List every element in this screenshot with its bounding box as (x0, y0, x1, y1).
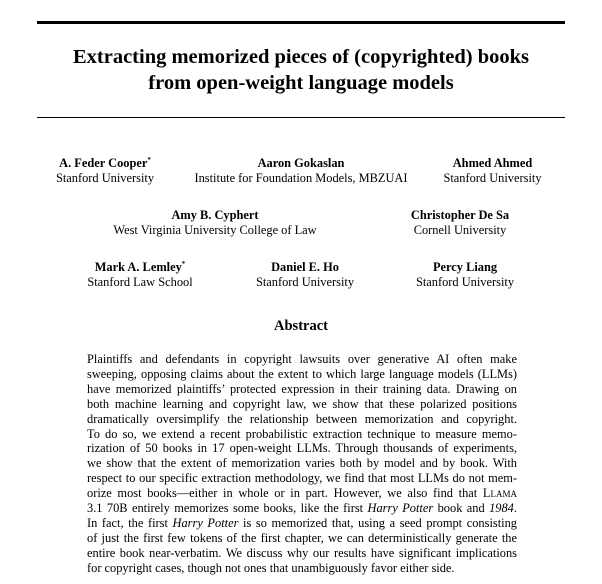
author-affiliation: Stanford University (443, 171, 542, 185)
title-line-2: from open-weight language models (148, 72, 454, 94)
abstract-line (87, 486, 517, 501)
author-affiliation: Institute for Foundation Models, MBZUAI (194, 171, 408, 185)
author-affiliation: Stanford Law School (87, 275, 193, 289)
abstract-line-text: book and (433, 501, 490, 516)
abstract-line: have memorized plaintiffs’ protected expression in their training data. Drawing on (87, 381, 517, 396)
title-bottom-rule (37, 117, 565, 118)
abstract-line: for copyright cases, though not ones that unambiguously favor either side. (87, 560, 455, 575)
author-affiliation: Stanford University (255, 275, 355, 289)
author-name: Percy Liang (432, 260, 498, 274)
author-block (30, 156, 180, 186)
abstract-line-text: . (513, 501, 517, 516)
abstract-body (87, 352, 517, 576)
author-name: Daniel E. Ho (271, 260, 339, 274)
abstract-line: we show that the extent of memorization varies both by model and by book. With (87, 456, 517, 471)
model-name: Llama (482, 486, 517, 501)
author-block (392, 260, 538, 290)
top-rule (37, 21, 565, 24)
abstract-line: rization of 50 books in 17 open-weight LLMs. Through thousands of experiments, (87, 441, 517, 456)
abstract-heading: Abstract (274, 318, 328, 334)
author-block (232, 260, 378, 290)
author-name: Ahmed Ahmed (452, 156, 533, 170)
author-affiliation: Stanford University (415, 275, 515, 289)
abstract-line: respect to our specific extraction methodology, we find that most LLMs do not mem- (87, 471, 517, 486)
author-affiliation: West Virginia University College of Law (113, 223, 317, 237)
title-line-1: Extracting memorized pieces of (copyrighted) books (72, 46, 530, 68)
author-name: Christopher De Sa (410, 208, 510, 222)
abstract-line: dramatically oversimplify the relationship between memorization and copyright. (87, 411, 517, 426)
author-block (405, 156, 580, 186)
abstract-line-text: orize most books—either in whole or in part. However, we also find that (87, 486, 478, 501)
author-block (100, 208, 330, 238)
abstract-line: Plaintiffs and defendants in copyright lawsuits over generative AI often make (87, 352, 517, 366)
abstract-line: To do so, we extend a recent probabilistic extraction technique to measure memo- (87, 426, 517, 441)
paper-title (37, 44, 565, 96)
abstract-line-text: In fact, the first (87, 515, 168, 530)
author-block (65, 260, 215, 290)
abstract-line: entire book near-verbatim. We discuss why our results have significant implications (87, 545, 517, 560)
abstract-line-text: 3.1 70B entirely memorizes some books, like the first (87, 501, 364, 516)
equal-contribution-mark: * (147, 156, 151, 164)
abstract-line: sweeping, opposing claims about the extent to which large language models (LLMs) (87, 366, 517, 381)
author-affiliation: Cornell University (413, 223, 507, 237)
author-name: Aaron Gokaslan (257, 156, 345, 170)
abstract-line: both machine learning and copyright law, we show that these polarized positions (87, 396, 517, 411)
abstract-line (87, 516, 517, 531)
author-name: Mark A. Lemley (94, 260, 182, 274)
equal-contribution-mark: * (181, 260, 186, 268)
author-block (375, 208, 545, 238)
book-title: Harry Potter (172, 515, 239, 530)
abstract-line-text: is so memorized that, using a seed prompt consisting (238, 515, 517, 530)
book-title: Harry Potter (367, 501, 434, 516)
author-name: A. Feder Cooper (59, 156, 148, 170)
abstract-line: of just the first few tokens of the first chapter, we can deterministically generate the (87, 530, 517, 545)
author-affiliation: Stanford University (55, 171, 155, 185)
book-title: 1984 (489, 501, 514, 516)
author-block (185, 156, 417, 186)
abstract-line (87, 501, 517, 516)
author-name: Amy B. Cyphert (171, 208, 259, 222)
